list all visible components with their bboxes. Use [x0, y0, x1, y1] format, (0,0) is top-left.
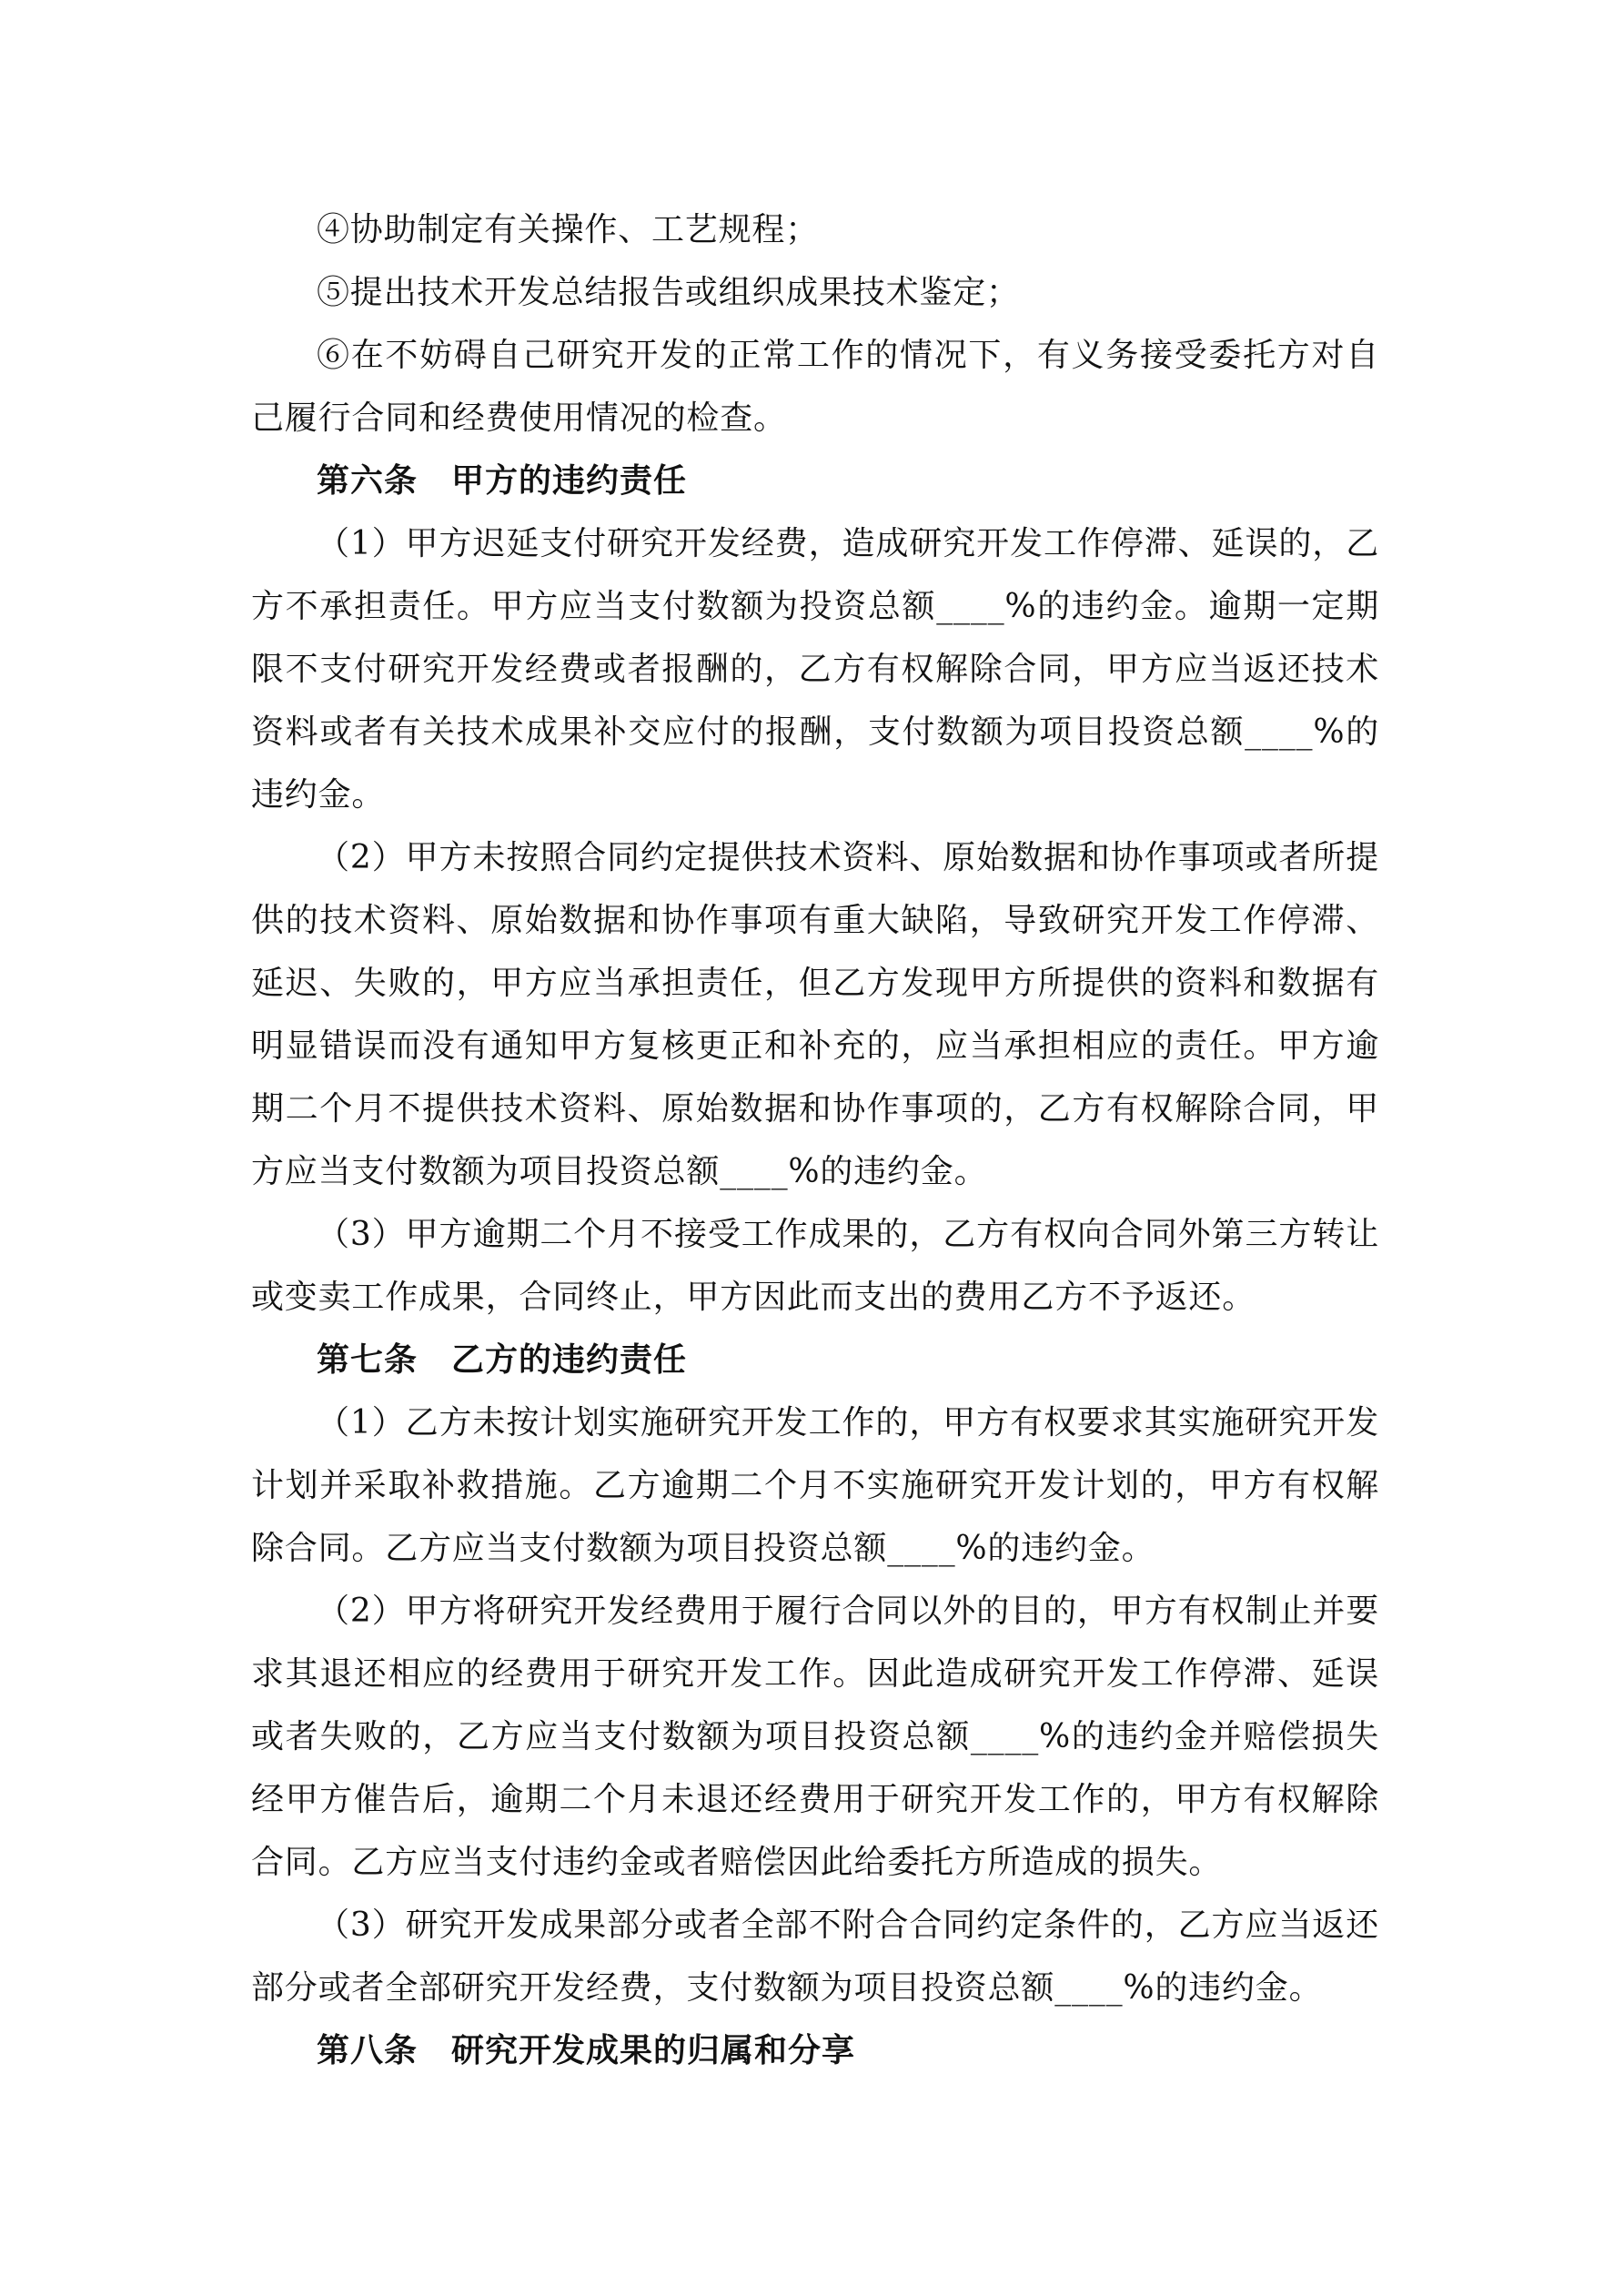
article-7-clause-1: （1）乙方未按计划实施研究开发工作的，甲方有权要求其实施研究开发计划并采取补救措施。乙方逾期二个月不实施研究开发计划的，甲方有权解除合同。乙方应当支付数额为项目投资总额____%的违约金。 — [251, 1404, 1379, 1567]
document-body — [251, 198, 1379, 2082]
article-7-clause-2: （2）甲方将研究开发经费用于履行合同以外的目的，甲方有权制止并要求其退还相应的经费用于研究开发工作。因此造成研究开发工作停滞、延误或者失败的，乙方应当支付数额为项目投资总额____%的违约金并赔偿损失经甲方催告后，逾期二个月未退还经费用于研究开发工作的，甲方有权解除合同。乙方应当支付违约金或者赔偿因此给委托方所造成的损失。 — [251, 1593, 1379, 1881]
article-8-heading: 第八条 研究开发成果的归属和分享 — [317, 2032, 856, 2069]
article-6-clause-2: （2）甲方未按照合同约定提供技术资料、原始数据和协作事项或者所提供的技术资料、原始数据和协作事项有重大缺陷，导致研究开发工作停滞、延迟、失败的，甲方应当承担责任，但乙方发现甲方所提供的资料和数据有明显错误而没有通知甲方复核更正和补充的，应当承担相应的责任。甲方逾期二个月不提供技术资料、原始数据和协作事项的，乙方有权解除合同，甲方应当支付数额为项目投资总额____%的违约金。 — [251, 839, 1379, 1190]
article-6-clause-3: （3）甲方逾期二个月不接受工作成果的，乙方有权向合同外第三方转让或变卖工作成果，合同终止，甲方因此而支出的费用乙方不予返还。 — [251, 1216, 1379, 1316]
article-6-clause-1: （1）甲方迟延支付研究开发经费，造成研究开发工作停滞、延误的，乙方不承担责任。甲方应当支付数额为投资总额____%的违约金。逾期一定期限不支付研究开发经费或者报酬的，乙方有权解除合同，甲方应当返还技术资料或者有关技术成果补交应付的报酬，支付数额为项目投资总额____%的违约金。 — [251, 525, 1379, 814]
paragraph-item-6: ⑥在不妨碍自己研究开发的正常工作的情况下，有义务接受委托方对自己履行合同和经费使用情况的检查。 — [251, 337, 1379, 437]
paragraph-item-5: ⑤提出技术开发总结报告或组织成果技术鉴定； — [317, 274, 1020, 311]
article-7-heading: 第七条 乙方的违约责任 — [317, 1341, 688, 1379]
article-6-heading: 第六条 甲方的违约责任 — [317, 462, 688, 500]
article-7-clause-3: （3）研究开发成果部分或者全部不附合合同约定条件的，乙方应当返还部分或者全部研究开发经费，支付数额为项目投资总额____%的违约金。 — [251, 1907, 1379, 2007]
paragraph-item-4: ④协助制定有关操作、工艺规程； — [317, 211, 820, 248]
